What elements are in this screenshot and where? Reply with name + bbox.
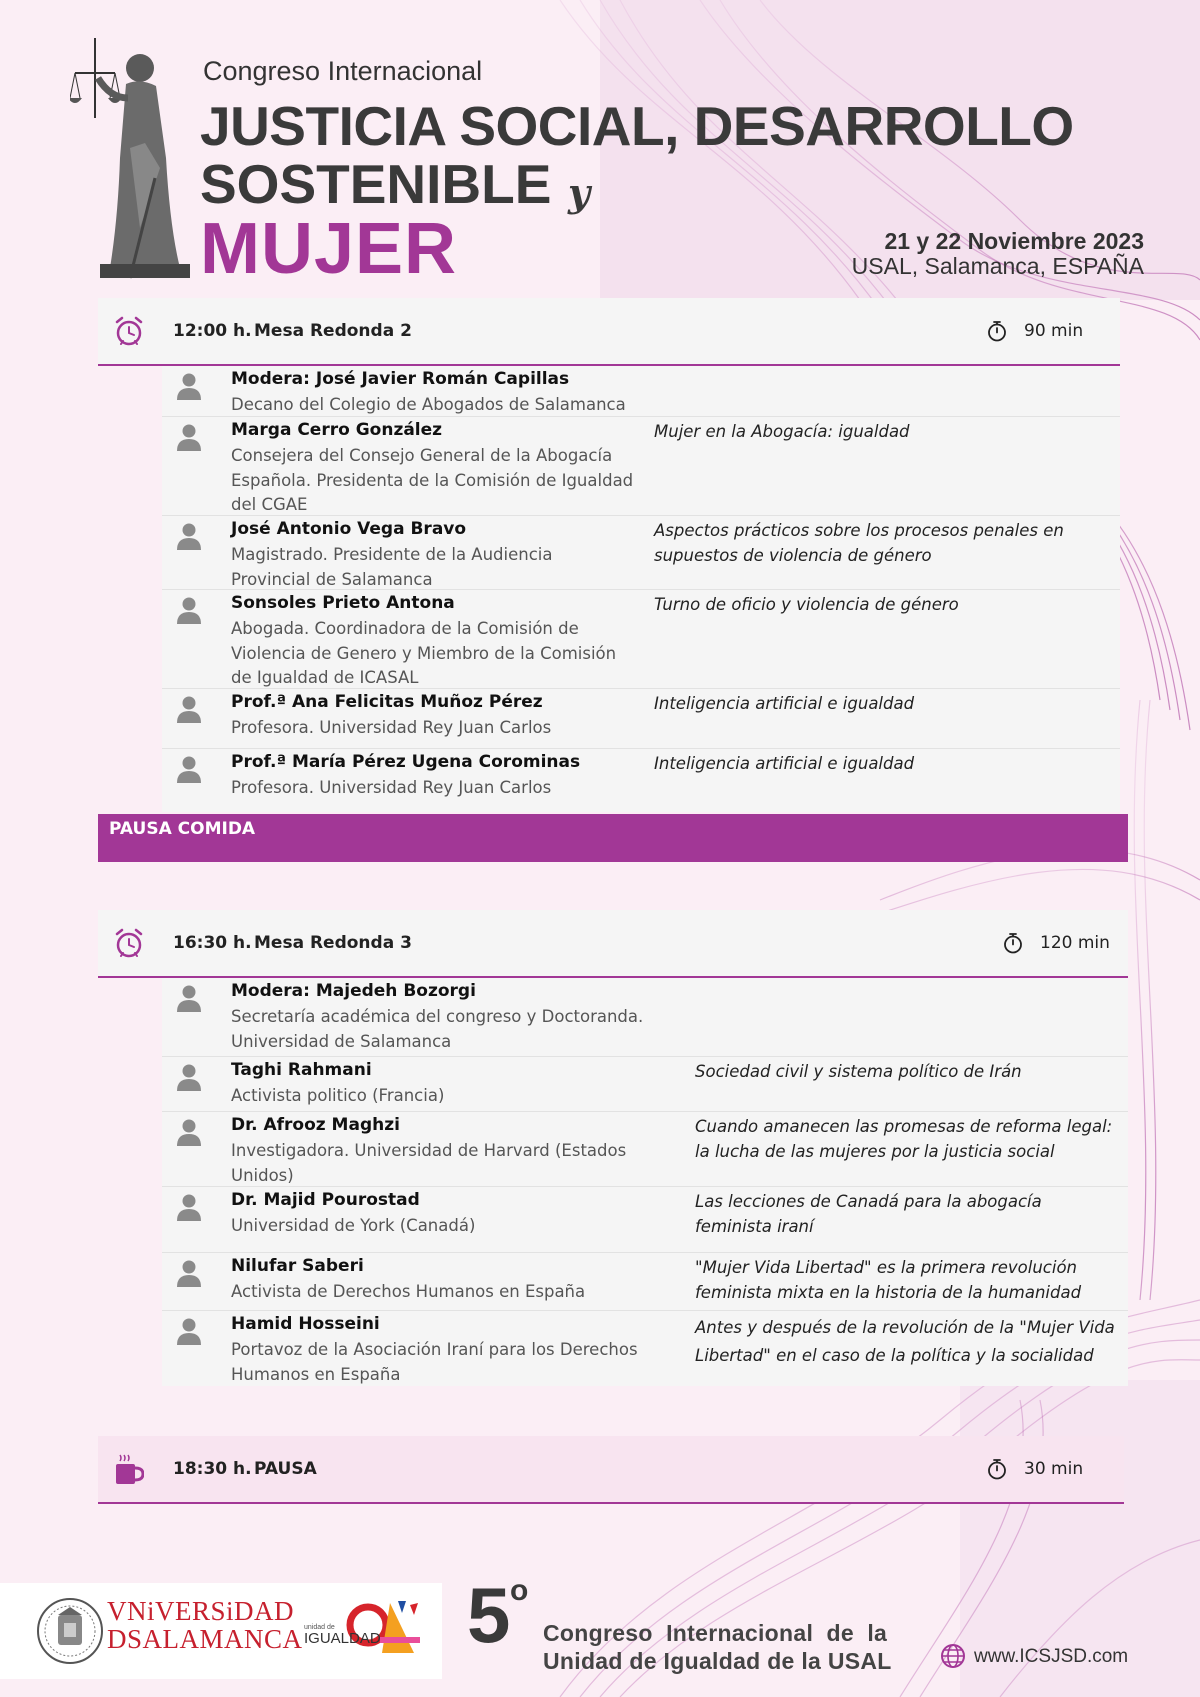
speaker-role: Decano del Colegio de Abogados de Salamanca bbox=[231, 395, 626, 414]
speaker-role: Activista politico (Francia) bbox=[231, 1086, 445, 1105]
globe-icon bbox=[940, 1643, 966, 1669]
speaker-name: Modera: José Javier Román Capillas bbox=[231, 369, 570, 389]
session-name: Mesa Redonda 2 bbox=[254, 321, 412, 341]
session-header-pausa bbox=[98, 1436, 1124, 1504]
speaker-role: Universidad de York (Canadá) bbox=[231, 1216, 476, 1235]
speaker-topic: Las lecciones de Canadá para la abogacía feminista iraní bbox=[695, 1192, 1042, 1236]
speaker-role: Profesora. Universidad Rey Juan Carlos bbox=[231, 718, 552, 737]
speaker-name: Sonsoles Prieto Antona bbox=[231, 593, 455, 613]
speaker-row bbox=[162, 516, 1120, 590]
speaker-topic: Turno de oficio y violencia de género bbox=[654, 595, 959, 614]
person-icon bbox=[176, 1317, 202, 1345]
alarm-clock-icon bbox=[114, 315, 144, 347]
speaker-topic: Inteligencia artificial e igualdad bbox=[654, 694, 915, 713]
igualdad-unit-logo bbox=[302, 1593, 430, 1669]
speaker-role: Consejera del Consejo General de la Abogacía Española. Presidenta de la Comisión de Igualdad del CGAE bbox=[231, 446, 634, 514]
congress-place: USAL, Salamanca, ESPAÑA bbox=[851, 253, 1144, 279]
person-icon bbox=[176, 372, 202, 400]
speaker-name: José Antonio Vega Bravo bbox=[231, 519, 467, 539]
svg-text:unidad de: unidad de bbox=[304, 1624, 335, 1631]
session-duration: 90 min bbox=[1024, 321, 1084, 341]
speaker-topic: Antes y después de la revolución de la "Mujer Vida Libertad" en el caso de la política y la socialidad bbox=[695, 1318, 1115, 1365]
edition-number: 5 bbox=[467, 1571, 511, 1659]
congress-header bbox=[0, 0, 1200, 300]
speaker-row bbox=[162, 590, 1120, 689]
edition-ordinal: o bbox=[510, 1574, 529, 1607]
person-icon bbox=[176, 1259, 202, 1287]
congress-dates: 21 y 22 Noviembre 2023 bbox=[884, 228, 1144, 254]
speaker-topic: Inteligencia artificial e igualdad bbox=[654, 754, 915, 773]
speaker-role: Portavoz de la Asociación Iraní para los Derechos Humanos en España bbox=[231, 1340, 638, 1384]
session-speakers-list bbox=[162, 366, 1120, 812]
speaker-name: Prof.ª María Pérez Ugena Corominas bbox=[231, 752, 581, 772]
congress-title-line2: SOSTENIBLE bbox=[200, 153, 552, 215]
speaker-name: Nilufar Saberi bbox=[231, 1256, 364, 1276]
speaker-role: Activista de Derechos Humanos en España bbox=[231, 1282, 586, 1301]
session-speakers-list bbox=[162, 978, 1128, 1386]
person-icon bbox=[176, 423, 202, 451]
speaker-row bbox=[162, 749, 1120, 812]
session-time: 12:00 h. bbox=[173, 321, 252, 341]
speaker-row bbox=[162, 1253, 1128, 1311]
session-time: 18:30 h. bbox=[173, 1459, 252, 1479]
footer-logos bbox=[0, 1583, 442, 1679]
website-link[interactable]: www.ICSJSD.com bbox=[974, 1646, 1129, 1667]
person-icon bbox=[176, 522, 202, 550]
speaker-topic: Aspectos prácticos sobre los procesos penales en supuestos de violencia de género bbox=[654, 521, 1064, 565]
congress-title-line1: JUSTICIA SOCIAL, DESARROLLO bbox=[200, 95, 1074, 157]
speaker-name: Dr. Afrooz Maghzi bbox=[231, 1115, 400, 1135]
person-icon bbox=[176, 1063, 202, 1091]
speaker-role: Secretaría académica del congreso y Doctoranda. Universidad de Salamanca bbox=[231, 1007, 644, 1051]
university-seal-icon bbox=[36, 1595, 104, 1667]
session-name: PAUSA bbox=[254, 1459, 317, 1479]
session-name: Mesa Redonda 3 bbox=[254, 933, 412, 953]
speaker-row bbox=[162, 1112, 1128, 1187]
session-duration: 30 min bbox=[1024, 1459, 1084, 1479]
speaker-role: Investigadora. Universidad de Harvard (Estados Unidos) bbox=[231, 1141, 627, 1185]
stopwatch-icon bbox=[1002, 932, 1024, 954]
speaker-row bbox=[162, 1057, 1128, 1112]
speaker-role: Magistrado. Presidente de la Audiencia Provincial de Salamanca bbox=[231, 545, 553, 589]
person-icon bbox=[176, 755, 202, 783]
session-header-mesa-redonda-2 bbox=[98, 298, 1120, 366]
footer-congress-name: Congreso Internacional de la Unidad de Igualdad de la USAL bbox=[543, 1620, 892, 1674]
speaker-row bbox=[162, 366, 1120, 417]
usal-logo-text: VNiVERSiDAD DSALAMANCA bbox=[107, 1596, 303, 1654]
coffee-cup-icon bbox=[114, 1453, 144, 1485]
congress-title-mujer: MUJER bbox=[200, 209, 458, 289]
speaker-topic: Cuando amanecen las promesas de reforma legal: la lucha de las mujeres por la justicia social bbox=[695, 1117, 1113, 1161]
person-icon bbox=[176, 1118, 202, 1146]
lunch-break-label: PAUSA COMIDA bbox=[109, 819, 256, 839]
speaker-role: Profesora. Universidad Rey Juan Carlos bbox=[231, 778, 552, 797]
speaker-row bbox=[162, 1311, 1128, 1386]
speaker-name: Hamid Hosseini bbox=[231, 1314, 380, 1334]
session-duration: 120 min bbox=[1040, 933, 1110, 953]
session-time: 16:30 h. bbox=[173, 933, 252, 953]
speaker-name: Dr. Majid Pourostad bbox=[231, 1190, 420, 1210]
speaker-role: Abogada. Coordinadora de la Comisión de Violencia de Genero y Miembro de la Comisión de Igualdad de ICASAL bbox=[231, 619, 617, 687]
svg-text:IGUALDAD: IGUALDAD bbox=[304, 1630, 381, 1647]
person-icon bbox=[176, 984, 202, 1012]
session-header-mesa-redonda-3 bbox=[98, 910, 1128, 978]
speaker-name: Modera: Majedeh Bozorgi bbox=[231, 981, 476, 1001]
person-icon bbox=[176, 1193, 202, 1221]
congress-title-y: y bbox=[568, 170, 591, 215]
speaker-row bbox=[162, 1187, 1128, 1253]
person-icon bbox=[176, 596, 202, 624]
speaker-topic: "Mujer Vida Libertad" es la primera revolución feminista mixta en la historia de la humanidad bbox=[695, 1258, 1082, 1302]
speaker-name: Prof.ª Ana Felicitas Muñoz Pérez bbox=[231, 692, 543, 712]
person-icon bbox=[176, 695, 202, 723]
stopwatch-icon bbox=[986, 320, 1008, 342]
congress-subtitle: Congreso Internacional bbox=[203, 56, 483, 86]
stopwatch-icon bbox=[986, 1458, 1008, 1480]
speaker-topic: Sociedad civil y sistema político de Irán bbox=[695, 1062, 1022, 1081]
speaker-row bbox=[162, 978, 1128, 1057]
speaker-row bbox=[162, 417, 1120, 516]
lunch-break-banner bbox=[98, 814, 1128, 862]
lady-justice-icon bbox=[70, 28, 190, 283]
speaker-row bbox=[162, 689, 1120, 749]
speaker-topic: Mujer en la Abogacía: igualdad bbox=[654, 422, 910, 441]
speaker-name: Marga Cerro González bbox=[231, 420, 443, 440]
speaker-name: Taghi Rahmani bbox=[231, 1060, 372, 1080]
alarm-clock-icon bbox=[114, 927, 144, 959]
